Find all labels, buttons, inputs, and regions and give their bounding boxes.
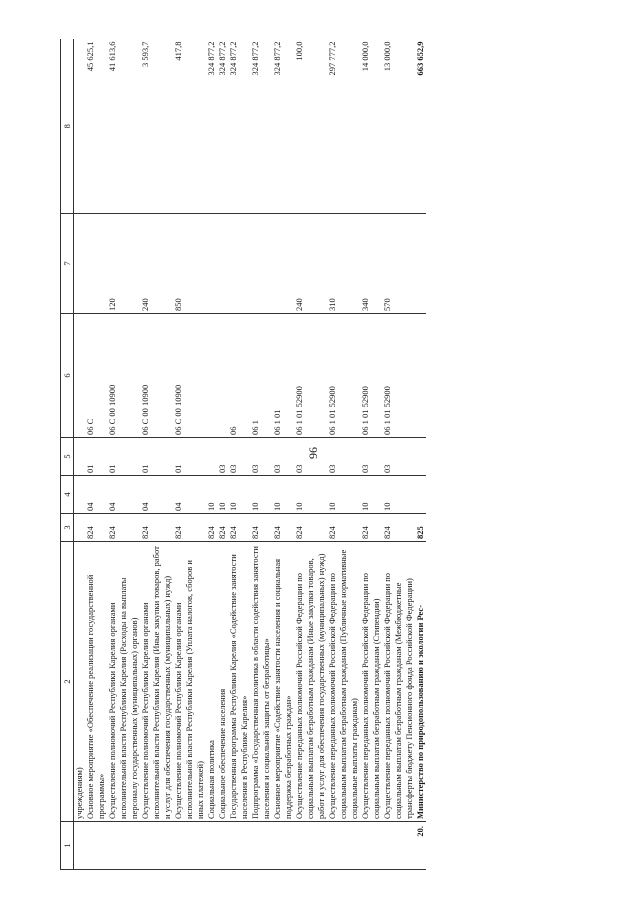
cell-csr: 06 1 01 52900 (360, 314, 382, 438)
table-row (107, 40, 140, 870)
table-row (360, 40, 382, 870)
cell-rz (74, 476, 86, 514)
cell-ved: 824 (107, 514, 140, 542)
cell-vr (250, 214, 272, 314)
cell-rz: 10 (206, 476, 217, 514)
cell-csr (206, 314, 217, 438)
row-name: учреждениям) (74, 542, 86, 822)
cell-amount: 13 000,0 (382, 41, 392, 72)
row-number-cell (382, 822, 415, 870)
cell-ved: 824 (327, 514, 360, 542)
cell-ved: 824 (250, 514, 272, 542)
cell-rz: 10 (250, 476, 272, 514)
cell-rz: 10 (327, 476, 360, 514)
row-number-cell (272, 822, 294, 870)
cell-amount: 324 877,2 (206, 41, 216, 76)
cell-amount (74, 40, 86, 214)
header-cell: 7 (61, 214, 74, 314)
row-number-cell (327, 822, 360, 870)
cell-csr: 06 С (85, 314, 107, 438)
header-cell: 8 (61, 40, 74, 214)
cell-pr (206, 438, 217, 476)
cell-pr: 01 (107, 438, 140, 476)
row-number-cell (294, 822, 327, 870)
row-number-cell (107, 822, 140, 870)
cell-vr: 240 (294, 214, 327, 314)
cell-csr: 06 С 00 10900 (107, 314, 140, 438)
cell-vr (415, 214, 426, 314)
row-number-cell (140, 822, 173, 870)
row-number-cell (228, 822, 250, 870)
row-name: Социальное обеспечение населения (217, 542, 228, 822)
cell-csr: 06 С 00 10900 (173, 314, 206, 438)
cell-vr: 310 (327, 214, 360, 314)
cell-vr (206, 214, 217, 314)
cell-rz: 10 (217, 476, 228, 514)
cell-ved: 824 (294, 514, 327, 542)
cell-rz: 04 (107, 476, 140, 514)
cell-vr: 120 (107, 214, 140, 314)
cell-vr: 240 (140, 214, 173, 314)
cell-amount: 324 877,2 (272, 41, 282, 76)
row-name: Государственная программа Республики Карелия «Содействие занятости населения в Республике Карелия» (228, 542, 250, 822)
cell-amount: 324 877,2 (250, 41, 260, 76)
cell-ved: 824 (173, 514, 206, 542)
cell-pr: 03 (382, 438, 415, 476)
cell-amount: 3 593,7 (140, 41, 150, 67)
cell-amount: 14 000,0 (360, 41, 370, 72)
table-row (228, 40, 250, 870)
cell-ved: 824 (206, 514, 217, 542)
cell-csr: 06 1 01 (272, 314, 294, 438)
cell-csr: 06 1 (250, 314, 272, 438)
page-number: 96 (306, 447, 320, 459)
cell-csr: 06 С 00 10900 (140, 314, 173, 438)
table-row (206, 40, 217, 870)
cell-rz: 10 (360, 476, 382, 514)
cell-rz: 10 (272, 476, 294, 514)
cell-pr: 03 (294, 438, 327, 476)
cell-csr (217, 314, 228, 438)
cell-ved: 825 (415, 514, 426, 542)
cell-pr: 03 (327, 438, 360, 476)
cell-vr (228, 214, 250, 314)
cell-pr: 01 (173, 438, 206, 476)
row-name: Социальная политика (206, 542, 217, 822)
cell-amount: 297 777,2 (327, 41, 337, 76)
row-name: Осуществление переданных полномочий Российской Федерации по социальным выплатам безработным гражданам (Межбюджетные трансферты бюджету Пенсионного фонда Российской Федерации) (382, 542, 415, 822)
row-name: Осуществление полномочий Республики Карелия органами исполнительной власти Республики Карелия (Расходы на выплаты персоналу государственных (муниципальных) органов) (107, 542, 140, 822)
cell-amount: 41 613,6 (107, 41, 117, 72)
cell-ved: 824 (360, 514, 382, 542)
row-name: Министерство по природопользованию и экологии Рес- (415, 542, 426, 822)
cell-amount: 45 625,1 (85, 41, 95, 72)
cell-rz (415, 476, 426, 514)
cell-pr: 01 (85, 438, 107, 476)
cell-amount: 324 877,2 (217, 41, 227, 76)
budget-table (60, 40, 426, 871)
cell-pr: 03 (360, 438, 382, 476)
cell-csr: 06 1 01 52900 (294, 314, 327, 438)
row-name: Основное мероприятие «Обеспечение реализации государственной программы» (85, 542, 107, 822)
cell-pr (415, 438, 426, 476)
table-row (272, 40, 294, 870)
row-name: Осуществление переданных полномочий Российской Федерации по социальным выплатам безработным гражданам (Публичные нормативные социальные выплаты гражданам) (327, 542, 360, 822)
cell-rz: 10 (382, 476, 415, 514)
cell-ved: 824 (272, 514, 294, 542)
cell-rz: 04 (140, 476, 173, 514)
row-number-cell (415, 822, 426, 870)
header-cell: 4 (61, 476, 74, 514)
cell-ved: 824 (85, 514, 107, 542)
cell-vr (217, 214, 228, 314)
table-row (327, 40, 360, 870)
cell-ved: 824 (217, 514, 228, 542)
row-number-cell (74, 822, 86, 870)
cell-vr: 570 (382, 214, 415, 314)
cell-rz: 10 (228, 476, 250, 514)
header-cell: 3 (61, 514, 74, 542)
cell-amount: 100,0 (294, 41, 304, 61)
cell-rz: 04 (173, 476, 206, 514)
cell-vr (272, 214, 294, 314)
cell-pr: 01 (140, 438, 173, 476)
cell-pr: 03 (217, 438, 228, 476)
cell-vr (74, 214, 86, 314)
cell-pr: 03 (250, 438, 272, 476)
row-number-cell (173, 822, 206, 870)
table-row (140, 40, 173, 870)
cell-pr (74, 438, 86, 476)
cell-ved (74, 514, 86, 542)
cell-amount: 663 652,9 (415, 41, 425, 76)
header-cell: 2 (61, 542, 74, 822)
table-row (294, 40, 327, 870)
row-number-cell (206, 822, 217, 870)
cell-amount: 324 877,2 (228, 41, 238, 76)
row-number-cell (217, 822, 228, 870)
cell-csr: 06 1 01 52900 (327, 314, 360, 438)
table-row (415, 40, 426, 870)
cell-ved: 824 (382, 514, 415, 542)
table-row (74, 40, 86, 870)
row-name: Осуществление полномочий Республики Карелия органами исполнительной власти Республики Карелия (Уплата налогов, сборов и иных платежей) (173, 542, 206, 822)
row-number-cell (85, 822, 107, 870)
row-number-cell (360, 822, 382, 870)
cell-csr (74, 314, 86, 438)
cell-rz: 10 (294, 476, 327, 514)
table-row (250, 40, 272, 870)
cell-csr (415, 314, 426, 438)
cell-rz: 04 (85, 476, 107, 514)
row-number: 20. (415, 826, 425, 837)
cell-vr: 340 (360, 214, 382, 314)
cell-ved: 824 (228, 514, 250, 542)
row-name: Осуществление переданных полномочий Российской Федерации по социальным выплатам безработным гражданам (Иные закупки товаров, работ и услуг для обеспечения государственных (муниципальных) нужд) (294, 542, 327, 822)
cell-pr: 03 (228, 438, 250, 476)
row-name: Осуществление полномочий Республики Карелия органами исполнительной власти Республики Карелия (Иные закупки товаров, работ и услуг для обеспечения государственных (муниципальных) нужд) (140, 542, 173, 822)
table-row (217, 40, 228, 870)
cell-csr: 06 (228, 314, 250, 438)
cell-vr: 850 (173, 214, 206, 314)
cell-amount: 417,8 (173, 41, 183, 61)
table-row (85, 40, 107, 870)
header-cell: 6 (61, 314, 74, 438)
cell-pr: 03 (272, 438, 294, 476)
row-name: Основное мероприятие «Содействие занятости населения и социальная поддержка безработных граждан» (272, 542, 294, 822)
row-name: Осуществление переданных полномочий Российской Федерации по социальным выплатам безработным гражданам (Стипендии) (360, 542, 382, 822)
cell-csr: 06 1 01 52900 (382, 314, 415, 438)
header-cell: 5 (61, 438, 74, 476)
header-cell: 1 (61, 822, 74, 870)
table-row (382, 40, 415, 870)
row-number-cell (250, 822, 272, 870)
table-row (173, 40, 206, 870)
table-header-row (61, 40, 74, 870)
row-name: Подпрограмма «Государственная политика в области содействия занятости населения и социальной защиты от безработицы» (250, 542, 272, 822)
cell-ved: 824 (140, 514, 173, 542)
cell-vr (85, 214, 107, 314)
